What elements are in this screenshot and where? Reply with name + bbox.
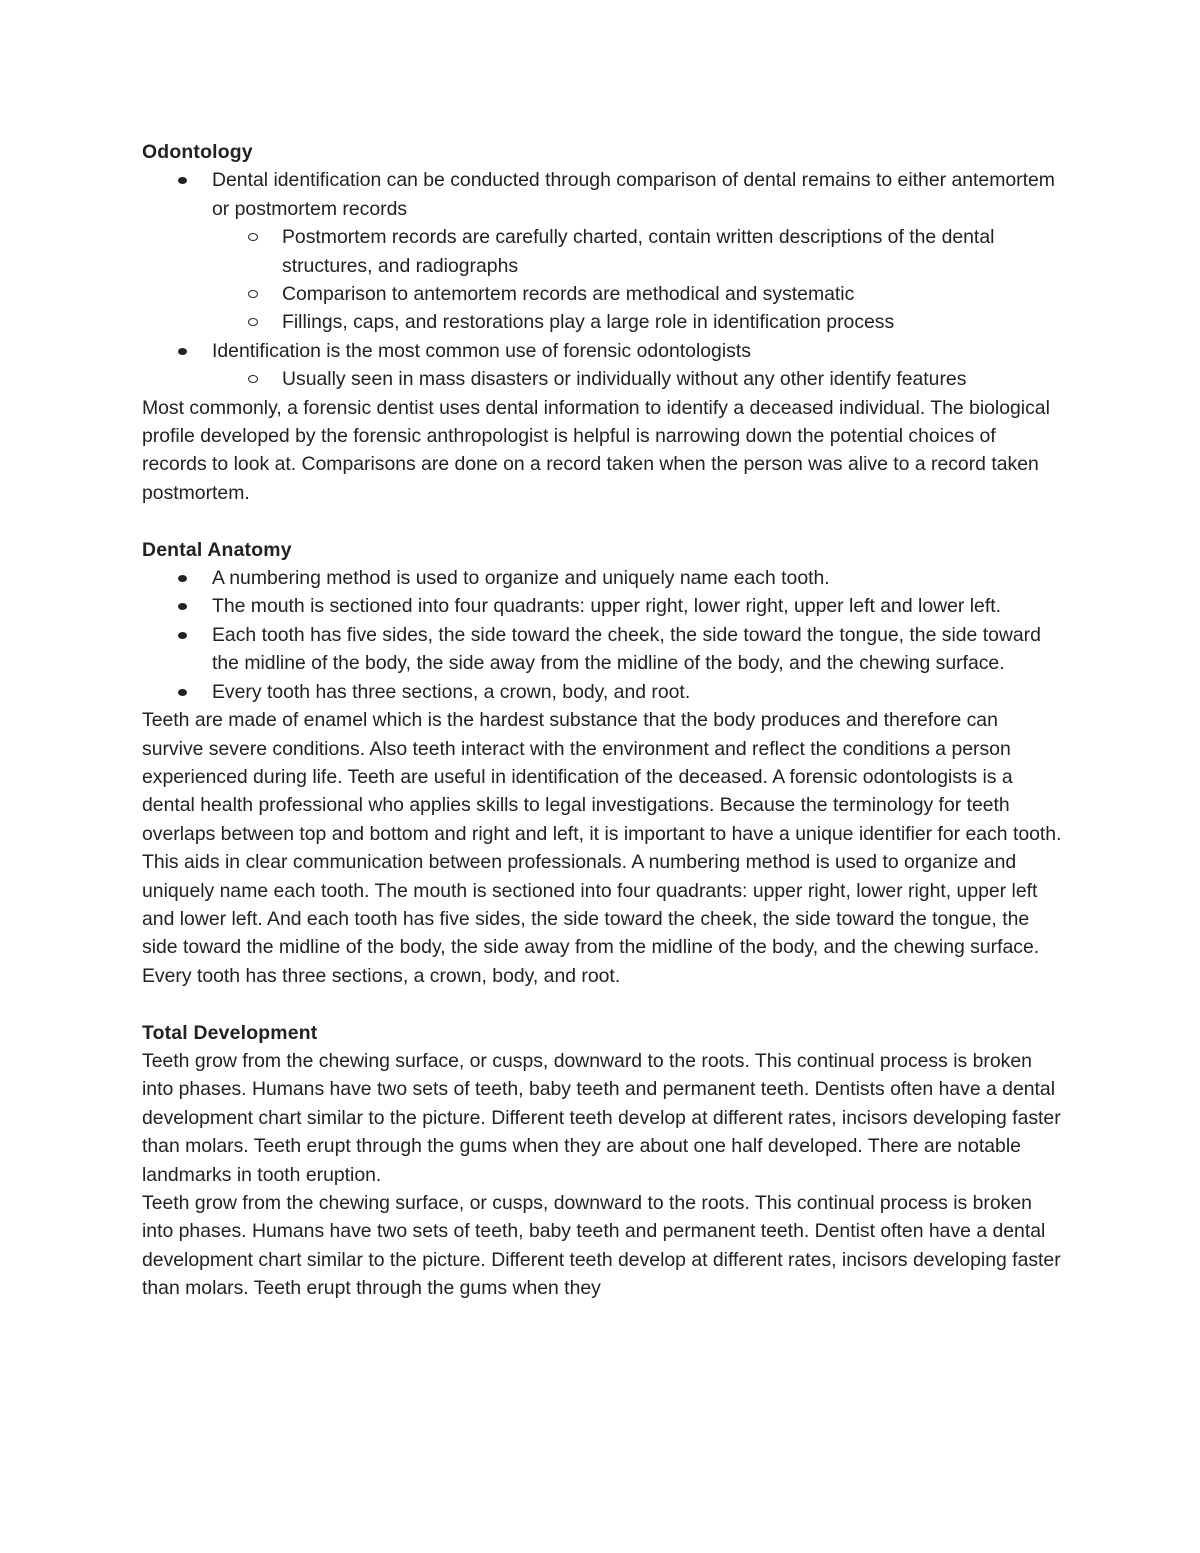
blank-line <box>142 990 1062 1018</box>
sub-bullet-list <box>212 223 1062 337</box>
sub-bullet-list <box>212 365 1062 393</box>
section-dental-anatomy <box>142 536 1062 991</box>
sub-list-item <box>282 223 1062 280</box>
document-page <box>142 138 1062 1303</box>
filled-bullet-icon <box>178 348 187 355</box>
section-heading: Total Development <box>142 1021 318 1044</box>
section-odontology <box>142 138 1062 507</box>
body-paragraph: Most commonly, a forensic dentist uses dental information to identify a deceased individual. The biological profile developed by the forensic anthropologist is helpful is narrowing down the potential choices of records to look at. Comparisons are done on a record taken when the person was alive to a record taken postmortem. <box>142 396 1050 504</box>
sub-list-item <box>282 308 1062 336</box>
bullet-list <box>142 166 1062 393</box>
bullet-list <box>142 564 1062 706</box>
filled-bullet-icon <box>178 575 187 582</box>
section-heading: Dental Anatomy <box>142 538 292 561</box>
filled-bullet-icon <box>178 689 187 696</box>
body-paragraph: Teeth grow from the chewing surface, or cusps, downward to the roots. This continual process is broken into phases. Humans have two sets of teeth, baby teeth and permanent teeth. Dentist often have a dental development chart similar to the picture. Different teeth develop at different rates, incisors developing faster than molars. Teeth erupt through the gums when they <box>142 1192 1061 1300</box>
list-item-text: Every tooth has three sections, a crown, body, and root. <box>212 680 691 703</box>
filled-bullet-icon <box>178 603 187 610</box>
body-paragraph: Teeth are made of enamel which is the hardest substance that the body produces and therefore can survive severe conditions. Also teeth interact with the environment and reflect the conditions a person experienced during life. Teeth are useful in identification of the deceased. A forensic odontologists is a dental health professional who applies skills to legal investigations. Because the terminology for teeth overlaps between top and bottom and right and left, it is important to have a unique identifier for each tooth. This aids in clear communication between professionals. A numbering method is used to organize and uniquely name each tooth. The mouth is sectioned into four quadrants: upper right, lower right, upper left and lower left. And each tooth has five sides, the side toward the cheek, the side toward the tongue, the side toward the midline of the body, the side away from the midline of the body, and the chewing surface. Every tooth has three sections, a crown, body, and root. <box>142 709 1062 987</box>
section-heading: Odontology <box>142 141 253 163</box>
section-total-development <box>142 1019 1062 1303</box>
sub-list-item-text: Usually seen in mass disasters or individually without any other identify features <box>282 368 967 391</box>
sub-list-item-text: Postmortem records are carefully charted, contain written descriptions of the dental structures, and radiographs <box>282 226 995 277</box>
hollow-bullet-icon <box>248 290 258 298</box>
list-item <box>212 564 1062 592</box>
blank-line <box>142 507 1062 535</box>
hollow-bullet-icon <box>248 233 258 241</box>
list-item-text: A numbering method is used to organize and uniquely name each tooth. <box>212 567 830 590</box>
sub-list-item-text: Fillings, caps, and restorations play a large role in identification process <box>282 311 895 334</box>
list-item <box>212 678 1062 706</box>
hollow-bullet-icon <box>248 318 258 326</box>
list-item-text: Each tooth has five sides, the side toward the cheek, the side toward the tongue, the side toward the midline of the body, the side away from the midline of the body, and the chewing surface. <box>212 623 1041 675</box>
list-item-text: Identification is the most common use of forensic odontologists <box>212 339 751 362</box>
list-item-text: Dental identification can be conducted through comparison of dental remains to either antemortem or postmortem records <box>212 169 1055 220</box>
body-paragraph: Teeth grow from the chewing surface, or cusps, downward to the roots. This continual process is broken into phases. Humans have two sets of teeth, baby teeth and permanent teeth. Dentists often have a dental development chart similar to the picture. Different teeth develop at different rates, incisors developing faster than molars. Teeth erupt through the gums when they are about one half developed. There are notable landmarks in tooth eruption. <box>142 1049 1061 1186</box>
list-item <box>212 621 1062 678</box>
list-item <box>212 166 1062 336</box>
sub-list-item <box>282 280 1062 308</box>
hollow-bullet-icon <box>248 375 258 383</box>
sub-list-item <box>282 365 1062 393</box>
filled-bullet-icon <box>178 632 187 639</box>
list-item-text: The mouth is sectioned into four quadrants: upper right, lower right, upper left and lower left. <box>212 595 1001 618</box>
list-item <box>212 337 1062 394</box>
sub-list-item-text: Comparison to antemortem records are methodical and systematic <box>282 283 855 306</box>
filled-bullet-icon <box>178 177 187 184</box>
list-item <box>212 592 1062 620</box>
